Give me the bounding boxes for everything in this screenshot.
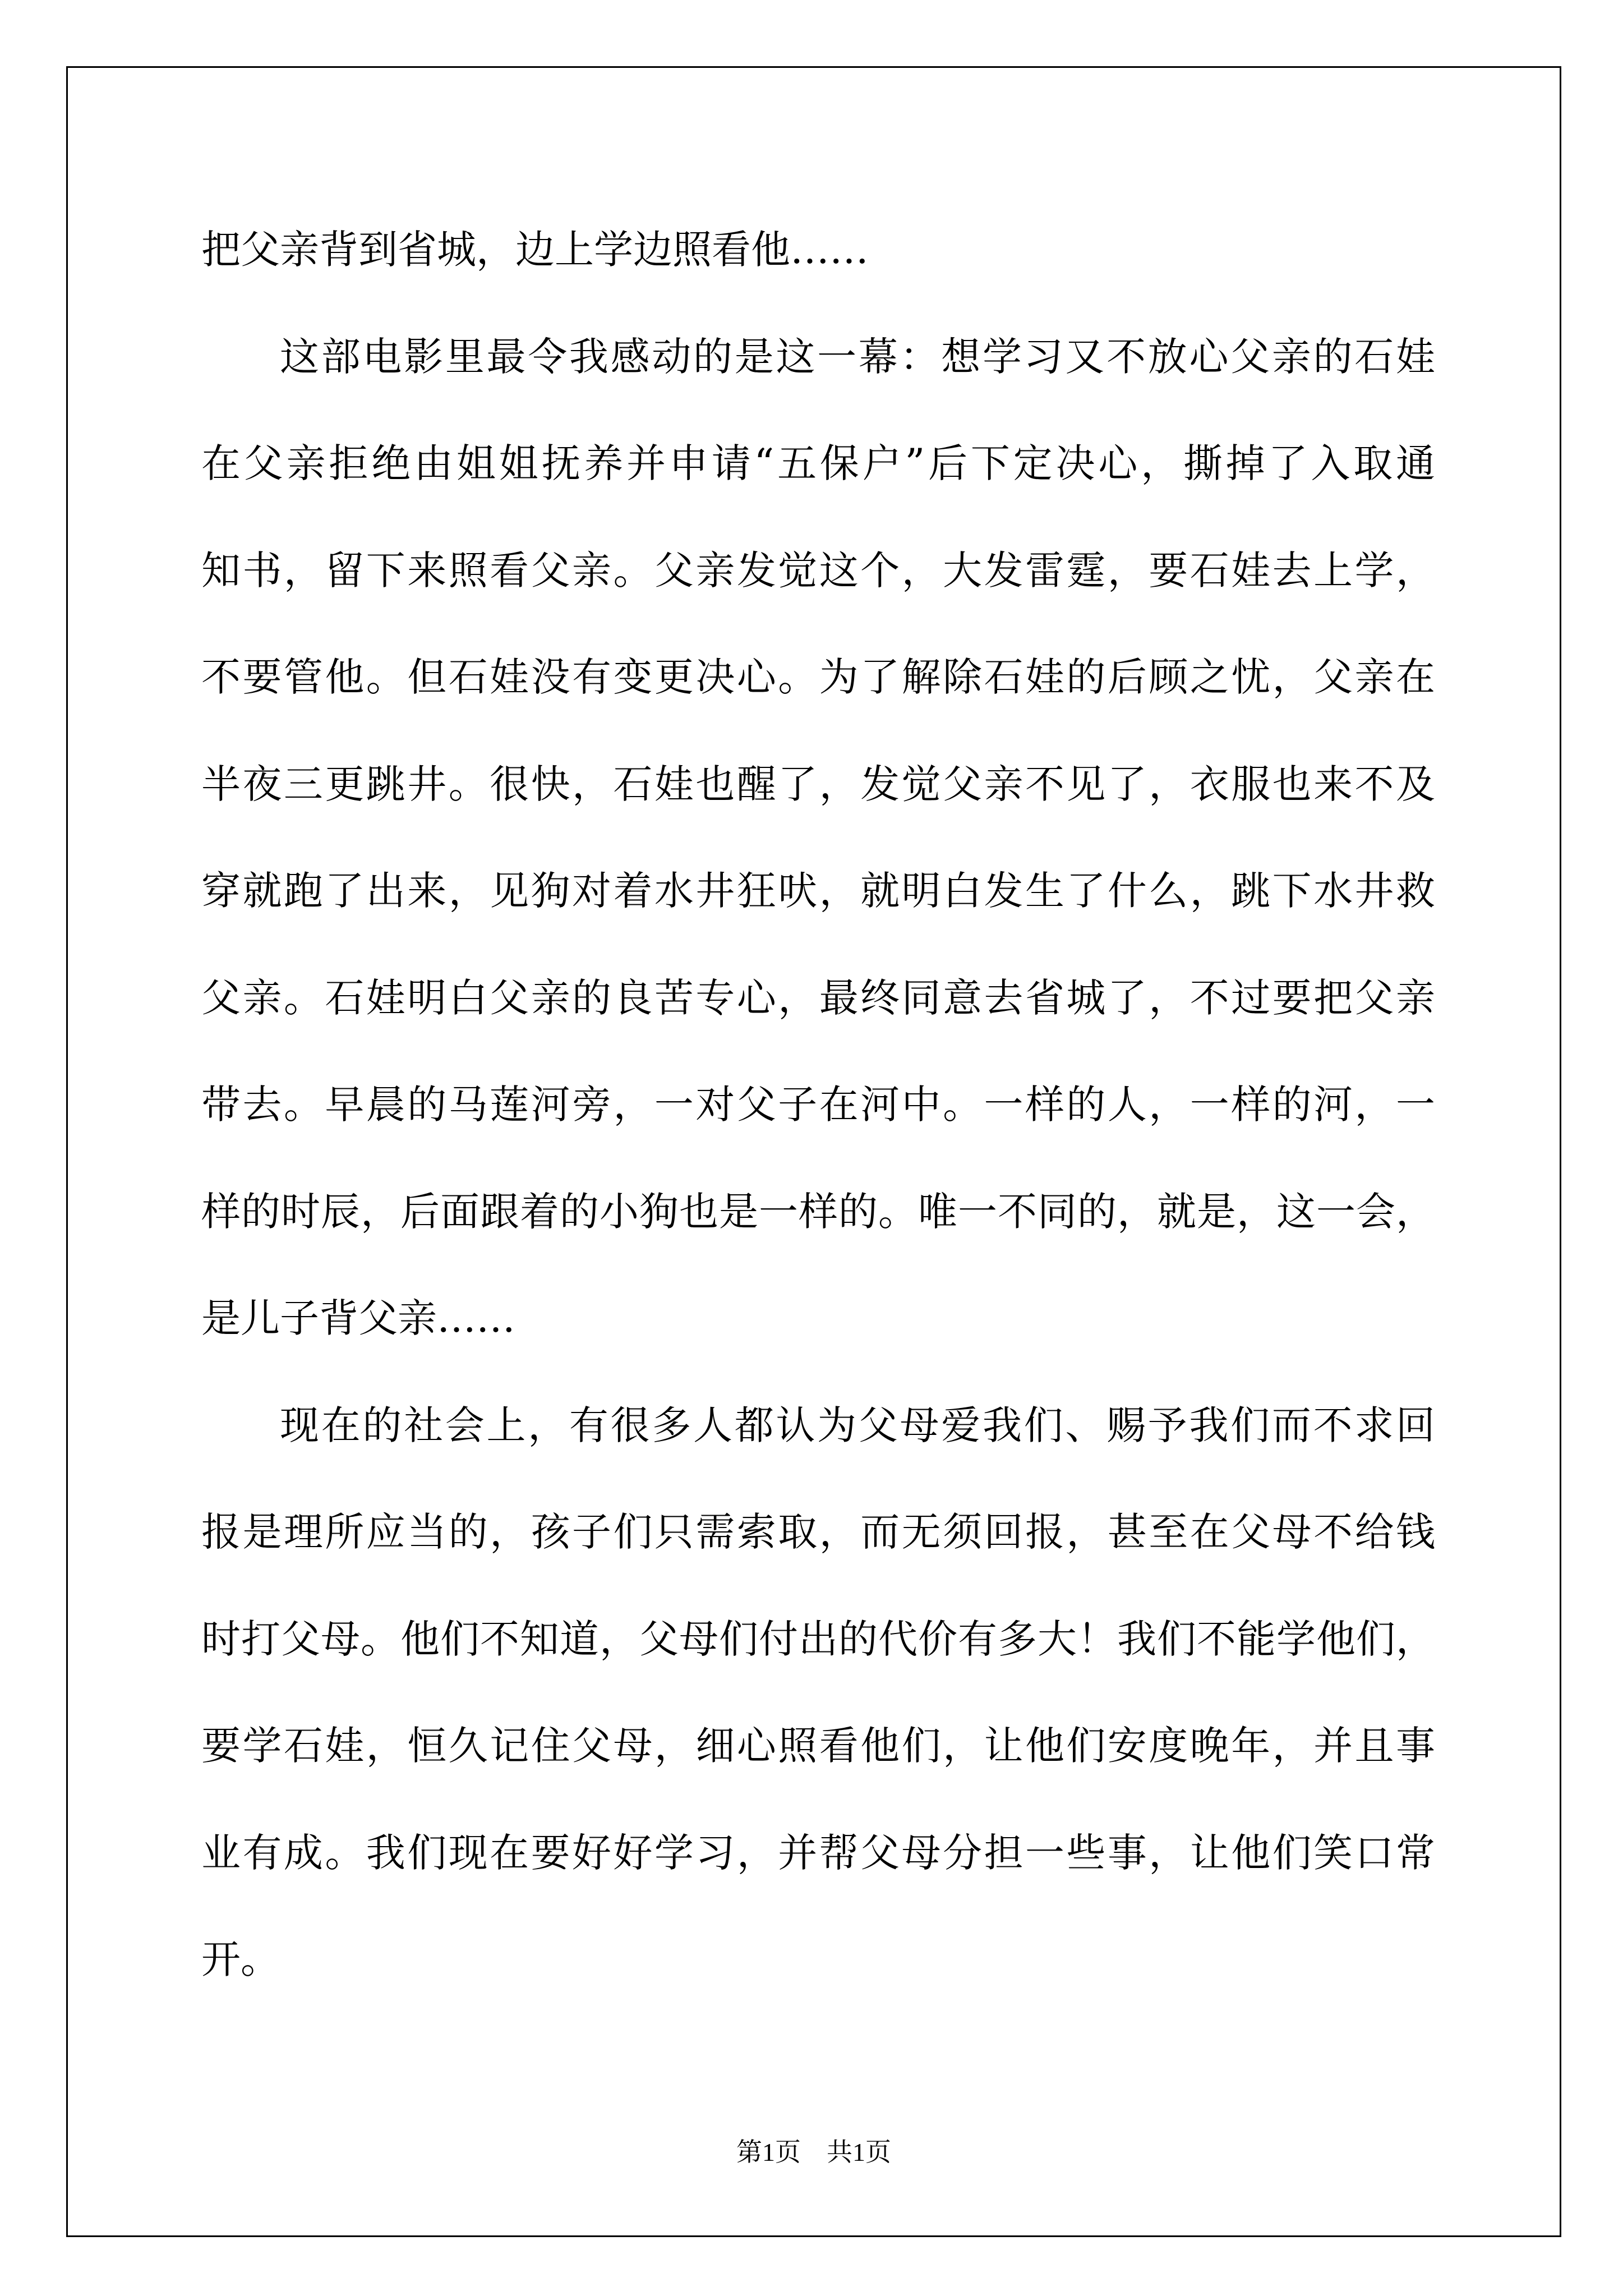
text-line: 在父亲拒绝由姐姐抚养并申请“五保户”后下定决心，撕掉了入取通 xyxy=(201,440,1435,486)
paragraph xyxy=(201,303,1435,1372)
document-body xyxy=(201,196,1435,2013)
text-line: 半夜三更跳井。很快，石娃也醒了，发觉父亲不见了，衣服也来不及 xyxy=(201,761,1435,807)
page-number: 第1页 xyxy=(736,2138,801,2166)
page-total: 共1页 xyxy=(827,2138,891,2166)
text-line: 不要管他。但石娃没有变更决心。为了解除石娃的后顾之忧，父亲在 xyxy=(201,654,1435,700)
text-line: 样的时辰，后面跟着的小狗也是一样的。唯一不同的，就是，这一会， xyxy=(201,1188,1435,1235)
page-footer xyxy=(66,2136,1561,2169)
text-line: 是儿子背父亲…… xyxy=(201,1295,515,1341)
text-line: 现在的社会上，有很多人都认为父母爱我们、赐予我们而不求回 xyxy=(280,1402,1435,1448)
text-line: 开。 xyxy=(201,1936,280,1982)
text-line: 要学石娃，恒久记住父母，细心照看他们，让他们安度晚年，并且事 xyxy=(201,1723,1435,1769)
text-line: 业有成。我们现在要好好学习，并帮父母分担一些事，让他们笑口常 xyxy=(201,1829,1435,1876)
paragraph xyxy=(201,1372,1435,2013)
text-line: 穿就跑了出来，见狗对着水井狂吠，就明白发生了什么，跳下水井救 xyxy=(201,868,1435,914)
text-line: 报是理所应当的，孩子们只需索取，而无须回报，甚至在父母不给钱 xyxy=(201,1509,1435,1555)
text-line: 这部电影里最令我感动的是这一幕：想学习又不放心父亲的石娃 xyxy=(280,333,1435,380)
paragraph xyxy=(201,196,1435,303)
text-line: 父亲。石娃明白父亲的良苦专心，最终同意去省城了，不过要把父亲 xyxy=(201,974,1435,1021)
text-line: 带去。早晨的马莲河旁，一对父子在河中。一样的人，一样的河，一 xyxy=(201,1082,1435,1128)
text-line: 时打父母。他们不知道，父母们付出的代价有多大！我们不能学他们， xyxy=(201,1616,1435,1662)
text-line: 把父亲背到省城，边上学边照看他…… xyxy=(201,227,869,273)
text-line: 知书，留下来照看父亲。父亲发觉这个，大发雷霆，要石娃去上学， xyxy=(201,547,1435,593)
